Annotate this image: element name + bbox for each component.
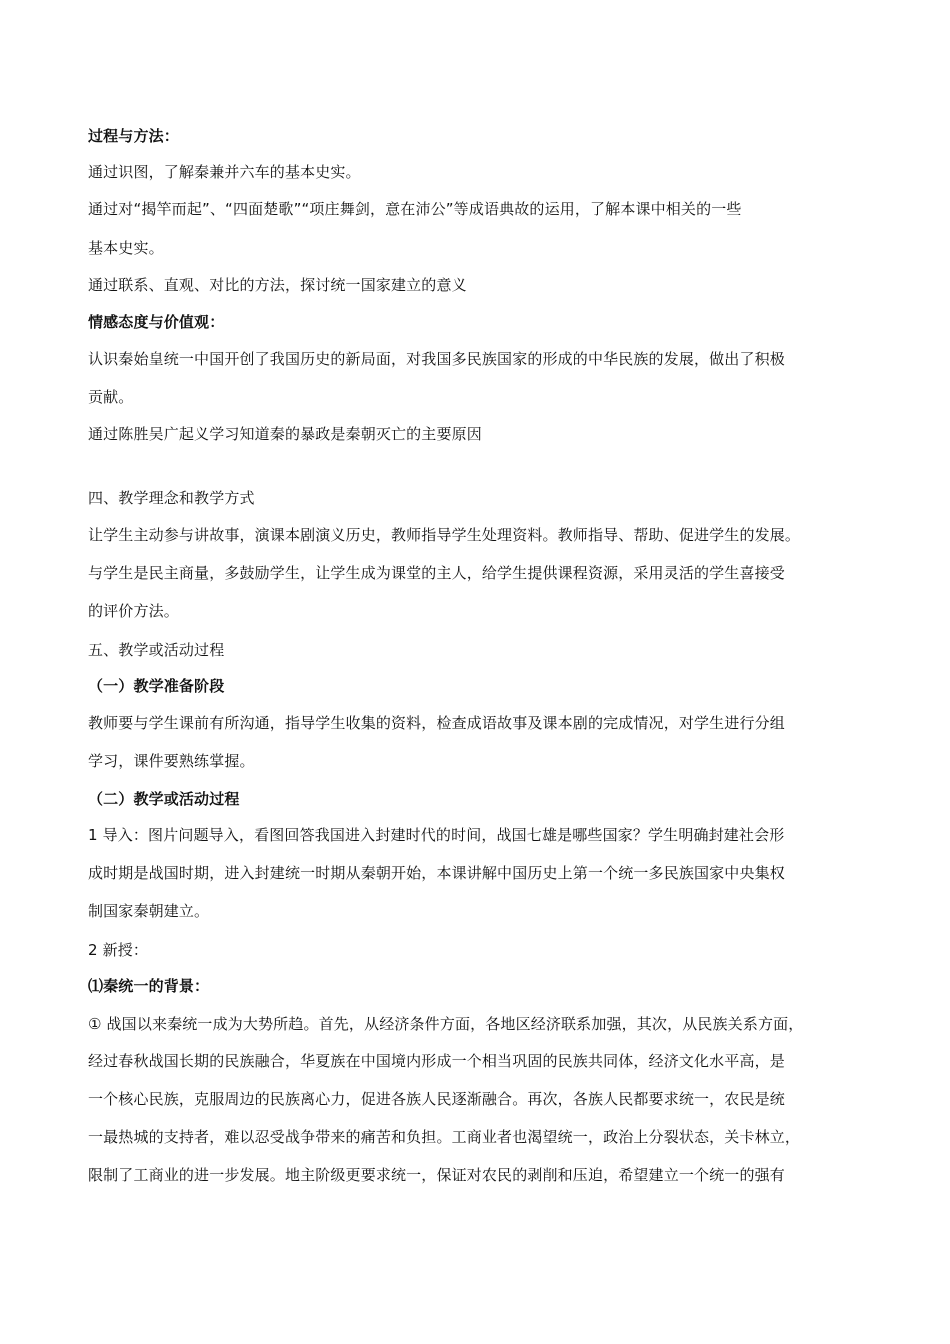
paragraph-line: 2 新授： — [88, 941, 149, 959]
paragraph-line: 通过识图，了解秦兼并六车的基本史实。 — [88, 163, 361, 181]
paragraph-line: 学习，课件要熟练掌握。 — [88, 752, 255, 770]
paragraph-line: 让学生主动参与讲故事，演课本剧演义历史，教师指导学生处理资料。教师指导、帮助、促进学生的发展。 — [88, 526, 801, 544]
subheading-process: （二）教学或活动过程 — [88, 790, 240, 808]
paragraph-line: 贡献。 — [88, 388, 134, 406]
paragraph-line: 一个核心民族，克服周边的民族离心力，促进各族人民逐渐融合。再次，各族人民都要求统一，农民是统 — [88, 1090, 785, 1108]
paragraph-line: 的评价方法。 — [88, 602, 179, 620]
paragraph-line: 通过陈胜吴广起义学习知道秦的暴政是秦朝灭亡的主要原因 — [88, 425, 482, 443]
heading-process-methods: 过程与方法： — [88, 127, 179, 145]
paragraph-line: 一最热城的支持者，难以忍受战争带来的痛苦和负担。工商业者也渴望统一，政治上分裂状态，关卡林立， — [88, 1128, 801, 1146]
paragraph-line: ① 战国以来秦统一成为大势所趋。首先，从经济条件方面，各地区经济联系加强，其次，从民族关系方面， — [88, 1015, 804, 1033]
paragraph-line: 成时期是战国时期，进入封建统一时期从秦朝开始，本课讲解中国历史上第一个统一多民族国家中央集权 — [88, 864, 785, 882]
section-heading-5: 五、教学或活动过程 — [88, 641, 225, 659]
paragraph-line: 经过春秋战国长期的民族融合，华夏族在中国境内形成一个相当巩固的民族共同体，经济文化水平高，是 — [88, 1052, 785, 1070]
paragraph-line: 1 导入：图片问题导入，看图回答我国进入封建时代的时间，战国七雄是哪些国家？学生明确封建社会形 — [88, 826, 785, 844]
paragraph-line: 认识秦始皇统一中国开创了我国历史的新局面，对我国多民族国家的形成的中华民族的发展，做出了积极 — [88, 350, 785, 368]
paragraph-line: 通过联系、直观、对比的方法，探讨统一国家建立的意义 — [88, 276, 467, 294]
paragraph-line: 与学生是民主商量，多鼓励学生，让学生成为课堂的主人，给学生提供课程资源，采用灵活的学生喜接受 — [88, 564, 785, 582]
paragraph-line: 基本史实。 — [88, 239, 164, 257]
subheading-background: ⑴秦统一的背景： — [88, 977, 210, 995]
section-heading-4: 四、教学理念和教学方式 — [88, 489, 255, 507]
paragraph-line: 限制了工商业的进一步发展。地主阶级更要求统一，保证对农民的剥削和压迫，希望建立一个统一的强有 — [88, 1166, 785, 1184]
heading-emotion-values: 情感态度与价值观： — [88, 313, 225, 331]
subheading-preparation: （一）教学准备阶段 — [88, 677, 225, 695]
paragraph-line: 教师要与学生课前有所沟通，指导学生收集的资料，检查成语故事及课本剧的完成情况，对学生进行分组 — [88, 714, 785, 732]
paragraph-line: 制国家秦朝建立。 — [88, 902, 210, 920]
paragraph-line: 通过对“揭竿而起”、“四面楚歌”“项庄舞剑，意在沛公”等成语典故的运用，了解本课中相关的一些 — [88, 200, 742, 218]
